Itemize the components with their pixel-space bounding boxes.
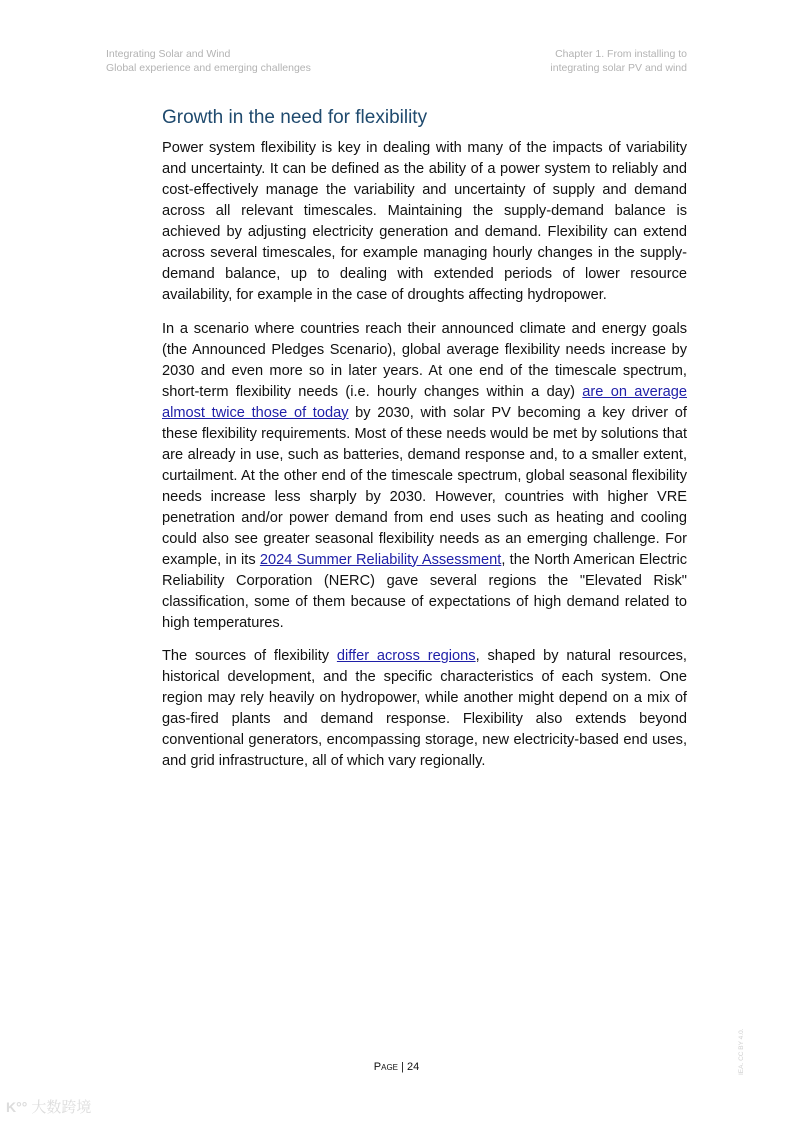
chapter-title-line-2: integrating solar PV and wind [550, 62, 687, 74]
report-title: Integrating Solar and Wind [106, 48, 231, 60]
page-label: Page [373, 1061, 398, 1073]
chapter-title-line-1: Chapter 1. From installing to [555, 48, 687, 60]
running-header-right [550, 47, 687, 75]
link-summer-reliability-assessment[interactable]: 2024 Summer Reliability Assessment [259, 551, 502, 568]
paragraph-2 [162, 319, 687, 634]
page-number: 24 [406, 1061, 420, 1073]
page-body [162, 104, 687, 785]
section-heading: Growth in the need for flexibility [162, 107, 428, 128]
watermark [6, 1096, 91, 1117]
paragraph-2-text-b: by 2030, with solar PV becoming a key driver of these flexibility requirements. Most of these needs would be met by solutions that are already in use, such as batteries, demand response and, to a smaller extent, curtailment. At the other end of the timescale spectrum, global seasonal flexibility needs increase less sharply by 2030. However, countries with higher VRE penetration and/or power demand from end uses such as heating and cooling could also see greater seasonal flexibility needs as an emerging challenge. For example, in its [162, 404, 687, 568]
page-number-footer [0, 1061, 793, 1073]
watermark-logo-icon: K°° [6, 1098, 28, 1115]
paragraph-1: Power system flexibility is key in dealing with many of the impacts of variability and uncertainty. It can be defined as the ability of a power system to reliably and cost-effectively manage the variability and uncertainty of supply and demand across all relevant timescales. Maintaining the supply-demand balance is achieved by adjusting electricity generation and demand. Flexibility can extend across several timescales, for example managing hourly changes in the supply-demand balance, up to dealing with extended periods of lower resource availability, for example in the case of droughts affecting hydropower. [162, 140, 687, 303]
paragraph-2-text-c: , the North American Electric Reliability Corporation (NERC) gave several regions the "Elevated Risk" classification, some of them because of expectations of high demand related to high temperatures. [162, 551, 687, 631]
link-twice-those-of-today[interactable]: are on average almost twice those of today [162, 383, 687, 421]
paragraph-3 [162, 646, 687, 772]
license-notice: IEA. CC BY 4.0. [738, 1028, 745, 1075]
paragraph-2-text-a: In a scenario where countries reach their announced climate and energy goals (the Announced Pledges Scenario), global average flexibility needs increase by 2030 and even more so in later years. At one end of the timescale spectrum, short-term flexibility needs (i.e. hourly changes within a day) [162, 320, 687, 400]
watermark-text: 大数跨境 [31, 1099, 92, 1116]
paragraph-3-text-a: The sources of flexibility [162, 648, 337, 664]
paragraph-3-text-b: , shaped by natural resources, historical development, and the specific characteristics of each system. One region may rely heavily on hydropower, while another might depend on a mix of gas-fired plants and demand response. Flexibility also extends beyond conventional generators, encompassing storage, new electricity-based end uses, and grid infrastructure, all of which vary regionally. [162, 648, 687, 769]
page-separator: | [398, 1061, 407, 1073]
report-subtitle: Global experience and emerging challenges [106, 62, 311, 74]
link-differ-across-regions[interactable]: differ across regions [336, 648, 476, 664]
running-header-left [106, 47, 311, 75]
